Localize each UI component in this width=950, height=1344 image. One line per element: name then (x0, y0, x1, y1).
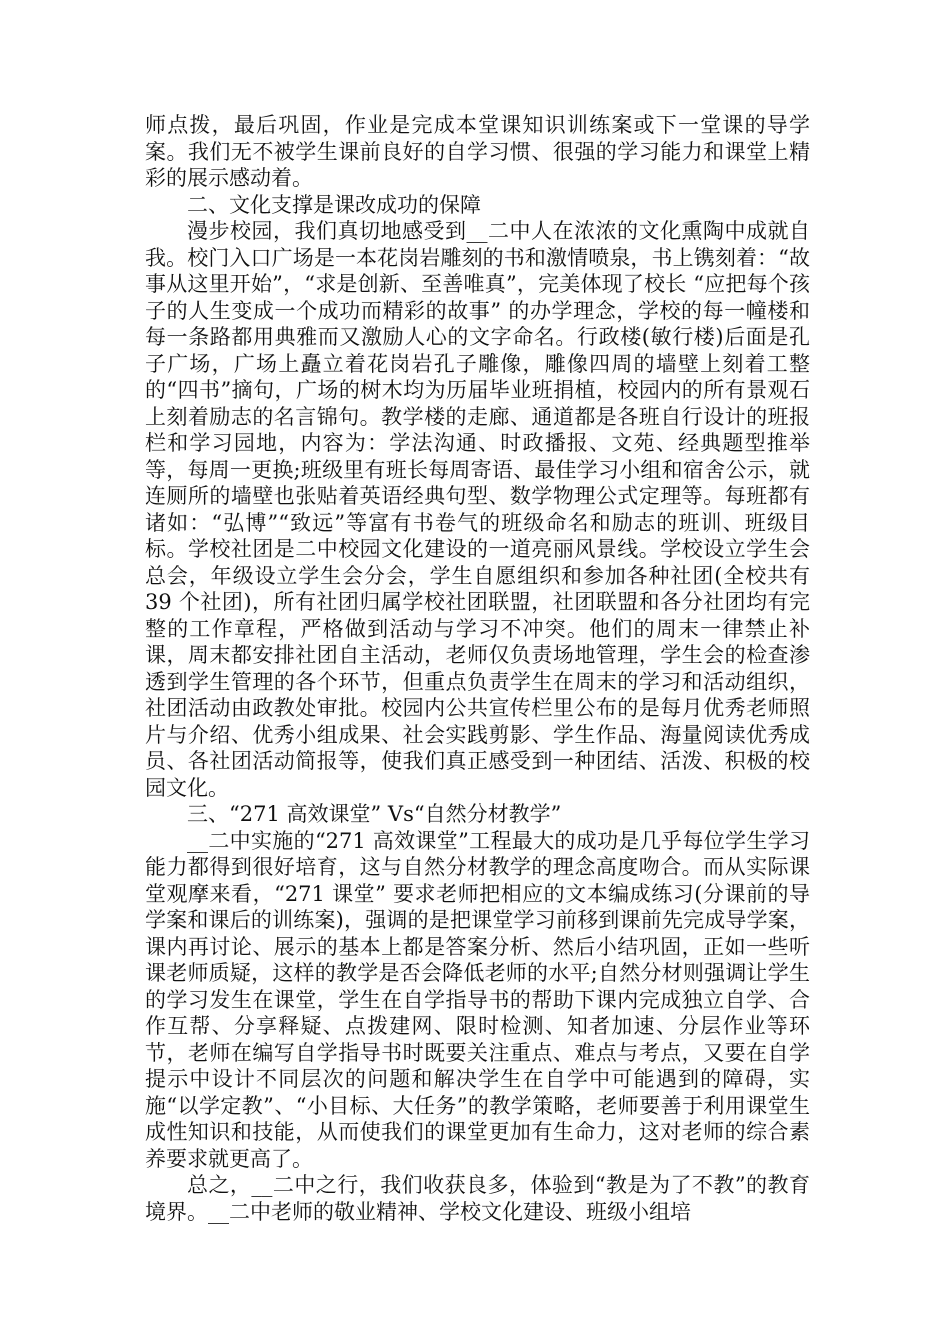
paragraph-intro-continuation: 师点拨，最后巩固，作业是完成本堂课知识训练案或下一堂课的导学案。我们无不被学生课前良好的自学习惯、很强的学习能力和课堂上精彩的展示感动着。 (145, 113, 810, 190)
document-page (145, 112, 810, 1225)
paragraph-campus-culture: 漫步校园，我们真切地感受到__二中人在浓浓的文化熏陶中成就自我。校门入口广场是一本花岗岩雕刻的书和激情喷泉，书上镌刻着：“故事从这里开始”，“求是创新、至善唯真”，完美体现了校长 “应把每个孩子的人生变成一个成功而精彩的故事” 的办学理念，学校的每一幢楼和每一条路都用典雅而又激励人心的文字命名。行政楼(敏行楼)后面是孔子广场，广场上矗立着花岗岩孔子雕像，雕像四周的墙壁上刻着工整的“四书”摘句，广场的树木均为历届毕业班捐植，校园内的所有景观石上刻着励志的名言锦句。教学楼的走廊、通道都是各班自行设计的班报栏和学习园地，内容为：学法沟通、时政播报、文苑、经典题型推举等，每周一更换;班级里有班长每周寄语、最佳学习小组和宿舍公示，就连厕所的墙壁也张贴着英语经典句型、数学物理公式定理等。每班都有诸如：“弘博”“致远”等富有书卷气的班级命名和励志的班训、班级目标。学校社团是二中校园文化建设的一道亮丽风景线。学校设立学生会总会，年级设立学生会分会，学生自愿组织和参加各种社团(全校共有 39 个社团)，所有社团归属学校社团联盟，社团联盟和各分社团均有完整的工作章程，严格做到活动与学习不冲突。他们的周末一律禁止补课，周末都安排社团自主活动，老师仅负责场地管理，学生会的检查渗透到学生管理的各个环节，但重点负责学生在周末的学习和活动组织，社团活动由政教处审批。校园内公共宣传栏里公布的是每月优秀老师照片与介绍、优秀小组成果、社会实践剪影、学生作品、海量阅读优秀成员、各社团活动简报等，使我们真正感受到一种团结、活泼、积极的校园文化。 (145, 219, 810, 800)
paragraph-271-vs-natural: __二中实施的“271 高效课堂”工程最大的成功是几乎每位学生学习能力都得到很好培育，这与自然分材教学的理念高度吻合。而从实际课堂观摩来看，“271 课堂” 要求老师把相应的文本编成练习(分课前的导学案和课后的训练案)，强调的是把课堂学习前移到课前先完成导学案，课内再讨论、展示的基本上都是答案分析、然后小结巩固，正如一些听课老师质疑，这样的教学是否会降低老师的水平;自然分材则强调让学生的学习发生在课堂，学生在自学指导书的帮助下课内完成独立自学、合作互帮、分享释疑、点拨建网、限时检测、知者加速、分层作业等环节，老师在编写自学指导书时既要关注重点、难点与考点，又要在自学提示中设计不同层次的问题和解决学生在自学中可能遇到的障碍，实施“以学定教”、“小目标、大任务”的教学策略，老师要善于利用课堂生成性知识和技能，从而使我们的课堂更加有生命力，这对老师的综合素养要求就更高了。 (145, 828, 810, 1171)
section-heading-271-classroom: 三、“271 高效课堂” Vs“自然分材教学” (187, 802, 562, 826)
section-heading-culture: 二、文化支撑是课改成功的保障 (187, 192, 481, 217)
paragraph-summary: 总之，__二中之行，我们收获良多，体验到“教是为了不教”的教育境界。__二中老师的敬业精神、学校文化建设、班级小组培 (145, 1173, 810, 1224)
